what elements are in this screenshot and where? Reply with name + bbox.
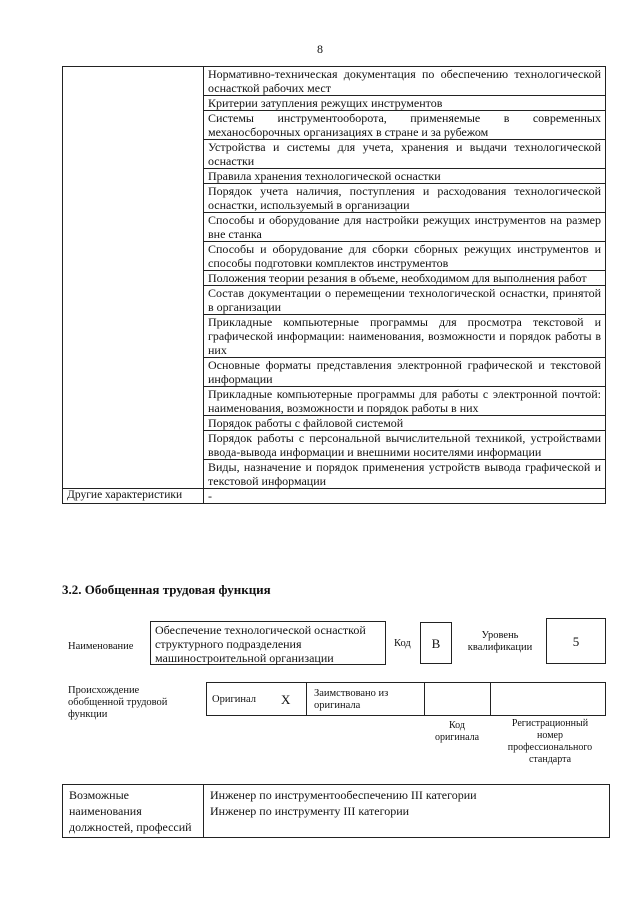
- name-label: Наименование: [68, 641, 134, 652]
- knowledge-item: Прикладные компьютерные программы для просмотра текстовой и графической информации: наименования, возможности и порядок работы в них: [204, 315, 606, 358]
- knowledge-item: Способы и оборудование для настройки режущих инструментов на размер вне станка: [204, 213, 606, 242]
- other-characteristics-value: -: [204, 489, 606, 504]
- knowledge-item: Устройства и системы для учета, хранения и выдачи технологической оснастки: [204, 140, 606, 169]
- original-mark: X: [281, 692, 291, 707]
- section-title: 3.2. Обобщенная трудовая функция: [62, 582, 271, 597]
- knowledge-item: Основные форматы представления электронной графической и текстовой информации: [204, 358, 606, 387]
- original-label: Оригинал: [212, 694, 256, 705]
- code-original-caption: Код оригинала: [434, 720, 480, 743]
- knowledge-item: Правила хранения технологической оснастки: [204, 169, 606, 184]
- position-item: Инженер по инструментообеспечению III категории: [210, 788, 477, 802]
- registration-number-caption: Регистрационный номер профессионального стандарта: [507, 718, 593, 765]
- knowledge-item: Состав документации о перемещении технологической оснастки, принятой в организации: [204, 286, 606, 315]
- function-level-value: 5: [546, 618, 606, 664]
- knowledge-item: Виды, назначение и порядок применения устройств вывода графической и текстовой информации: [204, 460, 606, 489]
- code-label: Код: [394, 638, 411, 649]
- other-characteristics-label: Другие характеристики: [63, 489, 204, 504]
- knowledge-table: [62, 66, 606, 504]
- knowledge-item: Системы инструментооборота, применяемые в современных механосборочных организациях в стране и за рубежом: [204, 111, 606, 140]
- knowledge-item: Порядок работы с файловой системой: [204, 416, 606, 431]
- row-label-empty: [63, 67, 204, 489]
- knowledge-item: Порядок учета наличия, поступления и расходования технологической оснастки, используемый в организации: [204, 184, 606, 213]
- positions-label: Возможные наименования должностей, профессий: [63, 785, 204, 838]
- knowledge-item: Способы и оборудование для сборки сборных режущих инструментов и способы подготовки комплектов инструментов: [204, 242, 606, 271]
- knowledge-item: Положения теории резания в объеме, необходимом для выполнения работ: [204, 271, 606, 286]
- positions-table: [62, 784, 610, 838]
- page-number: 8: [317, 42, 323, 56]
- origin-divider: [424, 682, 425, 716]
- function-code-value: B: [420, 622, 452, 664]
- knowledge-item: Критерии затупления режущих инструментов: [204, 96, 606, 111]
- borrowed-label: Заимствовано из оригинала: [314, 688, 389, 711]
- knowledge-item: Нормативно-техническая документация по обеспечению технологической оснасткой рабочих мест: [204, 67, 606, 96]
- level-label: Уровень квалификации: [467, 630, 533, 653]
- positions-list: [204, 785, 610, 838]
- knowledge-item: Порядок работы с персональной вычислительной техникой, устройствами ввода-вывода информации и внешними носителями информации: [204, 431, 606, 460]
- knowledge-item: Прикладные компьютерные программы для работы с электронной почтой: наименования, возможности и порядок работы в них: [204, 387, 606, 416]
- position-item: Инженер по инструменту III категории: [210, 804, 410, 818]
- function-name-value: Обеспечение технологической оснасткой структурного подразделения машиностроительной организации: [150, 621, 386, 665]
- origin-label: Происхождение обобщенной трудовой функции: [68, 685, 168, 720]
- origin-divider: [490, 682, 491, 716]
- origin-divider: [306, 682, 307, 716]
